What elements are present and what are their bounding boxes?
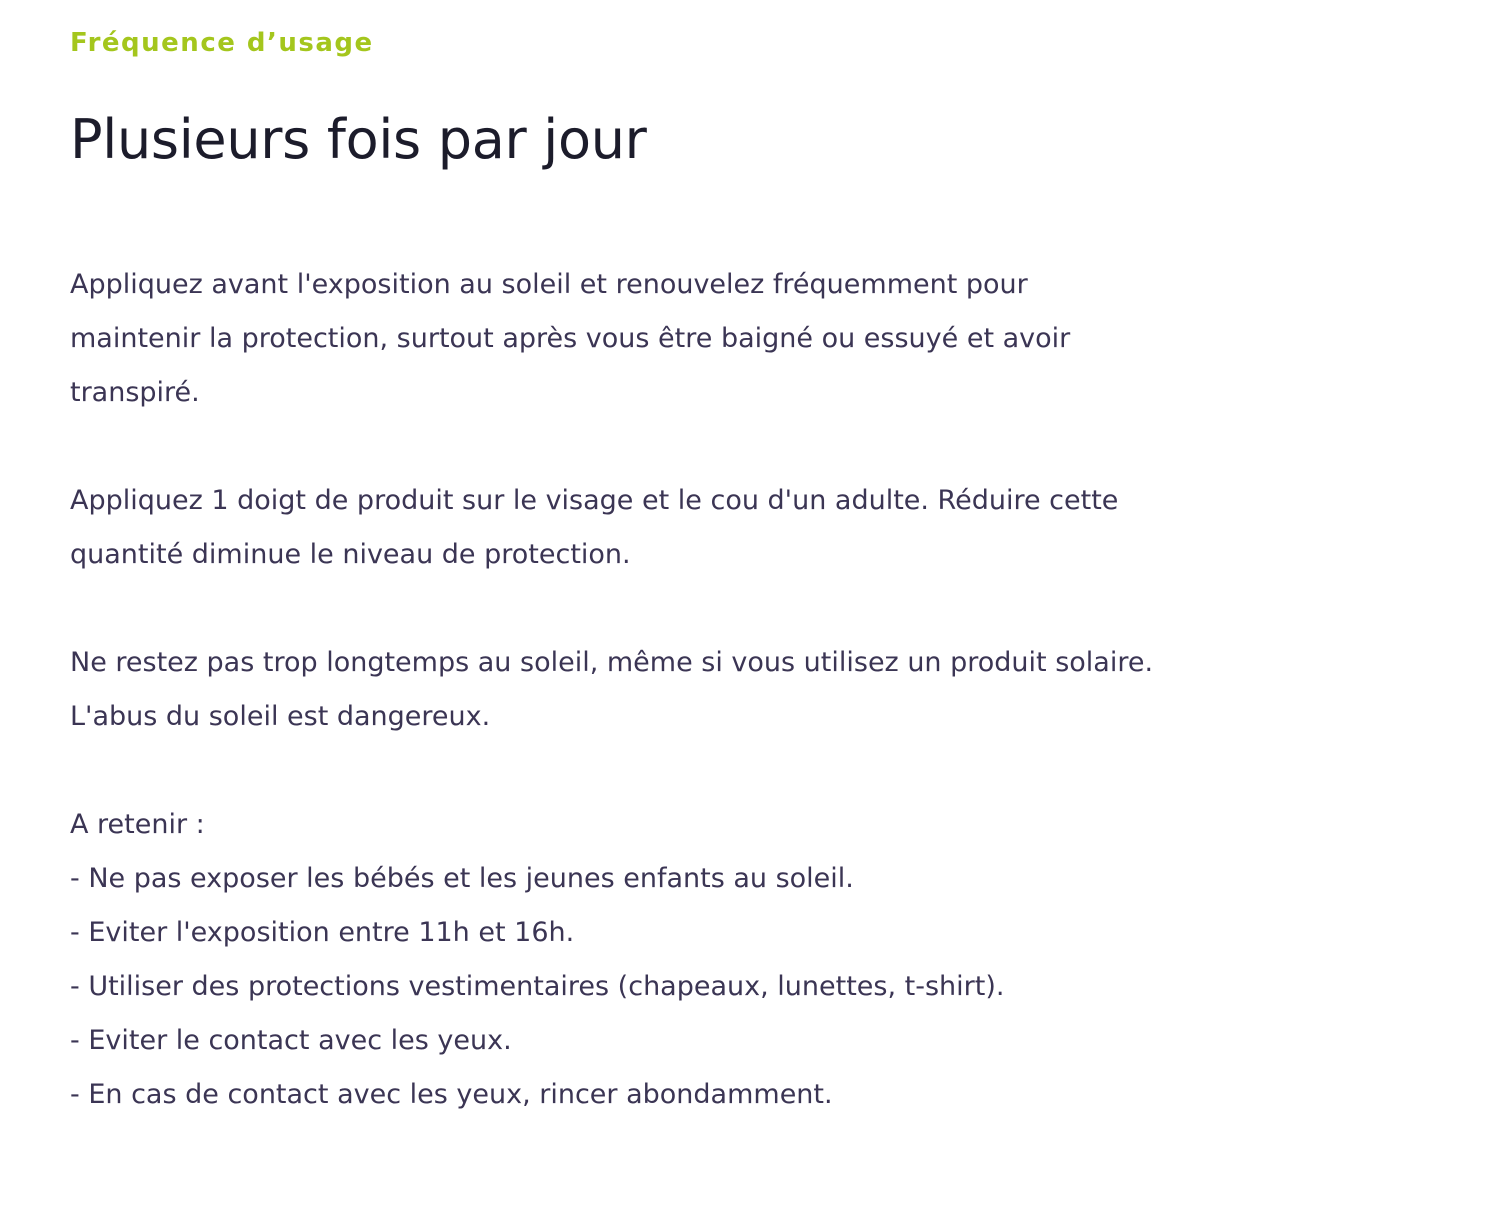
paragraph-line: maintenir la protection, surtout après vous être baigné ou essuyé et avoir: [70, 323, 1071, 354]
paragraph-line: Appliquez 1 doigt de produit sur le visage et le cou d'un adulte. Réduire cette: [70, 485, 1119, 516]
section-label: Fréquence d’usage: [70, 28, 374, 58]
paragraph-line: transpiré.: [70, 377, 200, 408]
paragraph-line: Appliquez avant l'exposition au soleil et renouvelez fréquemment pour: [70, 269, 1028, 300]
paragraph-spacer: [70, 582, 1210, 636]
paragraph-line: L'abus du soleil est dangereux.: [70, 701, 491, 732]
paragraph-line: Ne restez pas trop longtemps au soleil, même si vous utilisez un produit solaire.: [70, 647, 1154, 678]
reminder-heading: A retenir :: [70, 809, 205, 840]
reminder-item: - Eviter l'exposition entre 11h et 16h.: [70, 917, 575, 948]
application-paragraph: [70, 258, 1210, 420]
reminder-item: - En cas de contact avec les yeux, rincer abondamment.: [70, 1079, 833, 1110]
page-title: Plusieurs fois par jour: [70, 108, 647, 171]
reminder-item: - Eviter le contact avec les yeux.: [70, 1025, 512, 1056]
paragraph-line: quantité diminue le niveau de protection.: [70, 539, 631, 570]
reminder-item: - Ne pas exposer les bébés et les jeunes enfants au soleil.: [70, 863, 854, 894]
paragraph-spacer: [70, 744, 1210, 798]
paragraph-spacer: [70, 420, 1210, 474]
usage-content: [70, 258, 1210, 1122]
reminder-block: [70, 798, 1210, 1122]
quantity-paragraph: [70, 474, 1210, 582]
warning-paragraph: [70, 636, 1210, 744]
reminder-item: - Utiliser des protections vestimentaires (chapeaux, lunettes, t-shirt).: [70, 971, 1005, 1002]
